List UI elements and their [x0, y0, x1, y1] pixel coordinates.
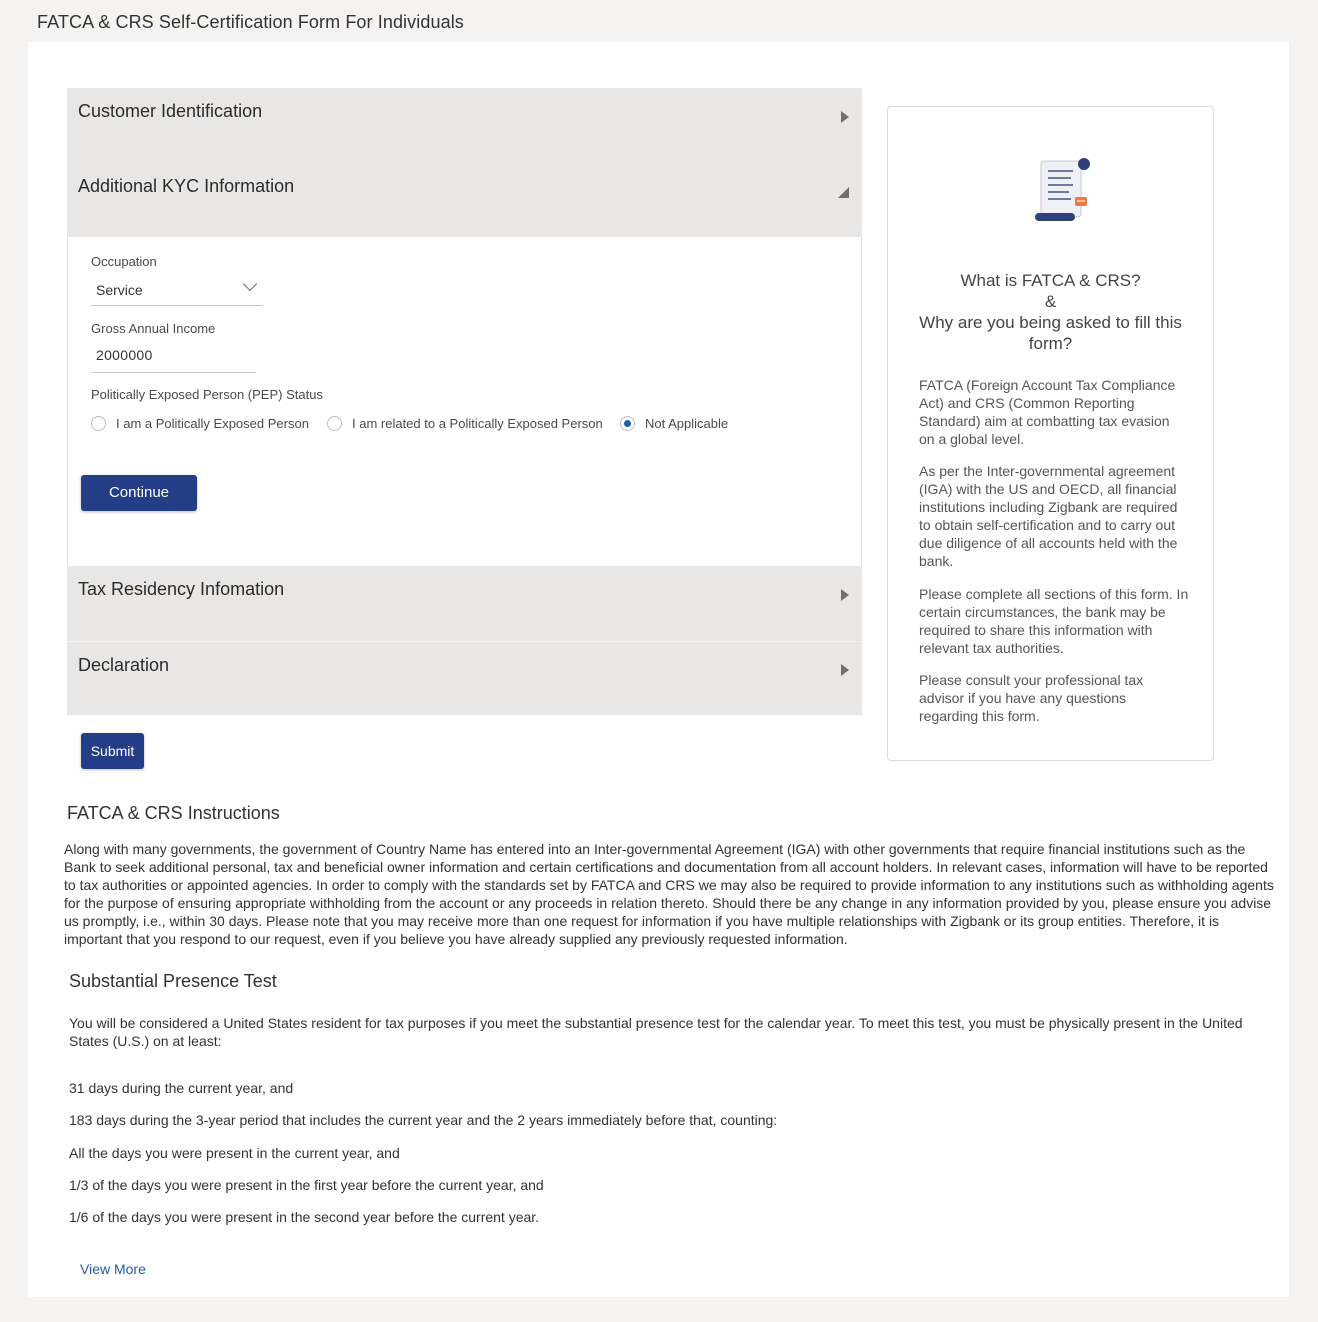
pep-radio-not-applicable[interactable] — [620, 416, 635, 431]
document-scroll-icon — [1033, 157, 1091, 225]
info-heading-line: What is FATCA & CRS? — [960, 271, 1141, 290]
presence-test-line: 1/3 of the days you were present in the first year before the current year, and — [69, 1177, 544, 1193]
pep-status-label: Politically Exposed Person (PEP) Status — [91, 387, 323, 402]
pep-radio-self[interactable] — [91, 416, 106, 431]
occupation-label: Occupation — [91, 254, 157, 269]
accordion-declaration[interactable] — [67, 641, 862, 715]
presence-test-intro: You will be considered a United States resident for tax purposes if you meet the substantial presence test for the calendar year. To meet this test, you must be physically present in the United States (U.S.) on at least: — [69, 1015, 1243, 1049]
occupation-value: Service — [96, 282, 143, 298]
info-paragraph: As per the Inter-governmental agreement (IGA) with the US and OECD, all financial institutions including Zigbank are required to obtain self-certification and to carry out due diligence of all accounts held with the bank. — [919, 463, 1178, 569]
submit-button[interactable]: Submit — [81, 733, 144, 769]
info-heading — [908, 270, 1193, 354]
accordion-additional-kyc[interactable] — [67, 163, 862, 238]
presence-test-title: Substantial Presence Test — [69, 971, 277, 991]
chevron-right-icon — [841, 111, 849, 123]
accordion-title: Tax Residency Infomation — [78, 579, 285, 599]
occupation-select[interactable] — [91, 277, 263, 306]
pep-option-label: Not Applicable — [645, 416, 729, 431]
accordion-title: Declaration — [78, 655, 170, 675]
presence-test-line: All the days you were present in the current year, and — [69, 1145, 400, 1161]
presence-test-line: 183 days during the 3-year period that includes the current year and the 2 years immediately before that, counting: — [69, 1112, 778, 1128]
gross-annual-income-input[interactable] — [91, 344, 256, 373]
pep-option-label: I am related to a Politically Exposed Person — [352, 416, 603, 431]
continue-button[interactable]: Continue — [81, 475, 197, 511]
kyc-form-panel — [67, 237, 862, 566]
expanded-corner-icon — [838, 187, 849, 198]
accordion-customer-identification[interactable] — [67, 88, 862, 163]
pep-radio-related[interactable] — [327, 416, 342, 431]
income-value: 2000000 — [96, 347, 153, 363]
income-label: Gross Annual Income — [91, 321, 216, 336]
page-title: FATCA & CRS Self-Certification Form For Individuals — [37, 12, 464, 32]
view-more-link[interactable]: View More — [80, 1261, 146, 1277]
info-panel — [887, 106, 1214, 761]
accordion-tax-residency[interactable] — [67, 566, 862, 641]
pep-option-label: I am a Politically Exposed Person — [116, 416, 309, 431]
info-paragraph: Please consult your professional tax advisor if you have any questions regarding this form. — [919, 672, 1144, 724]
chevron-right-icon — [841, 589, 849, 601]
accordion-title: Additional KYC Information — [78, 176, 295, 196]
info-paragraph: FATCA (Foreign Account Tax Compliance Act) and CRS (Common Reporting Standard) aim at combatting tax evasion on a global level. — [919, 377, 1176, 447]
chevron-right-icon — [841, 664, 849, 676]
instructions-text: Along with many governments, the government of Country Name has entered into an Inter-governmental Agreement (IGA) with other governments that require financial institutions such as the Bank to seek additional personal, tax and beneficial owner information and certain certifications and documentation from all account holders. In relevant cases, information will have to be reported to tax authorities or appointed agencies. In order to comply with the standards set by FATCA and CRS we may also be required to provide information to any institutions such as withholding agents for the purpose of ensuring appropriate withholding from the account or any proceeds in relation thereto. Should there be any change in any information provided by you, please ensure you advise us promptly, i.e., within 30 days. Please note that you may receive more than one request for information if you have multiple relationships with Zigbank or its group entities. Therefore, it is important that you respond to our request, even if you believe you have already supplied any previously requested information. — [64, 841, 1274, 947]
info-heading-line: & — [1044, 292, 1057, 311]
info-paragraph: Please complete all sections of this form. In certain circumstances, the bank may be required to share this information with relevant tax authorities. — [919, 586, 1189, 656]
accordion-title: Customer Identification — [78, 101, 263, 121]
instructions-title: FATCA & CRS Instructions — [67, 803, 280, 823]
presence-test-line: 31 days during the current year, and — [69, 1080, 294, 1096]
info-heading-line: Why are you being asked to fill this form? — [919, 313, 1182, 353]
presence-test-line: 1/6 of the days you were present in the second year before the current year. — [69, 1209, 540, 1225]
chevron-down-icon — [243, 277, 257, 291]
